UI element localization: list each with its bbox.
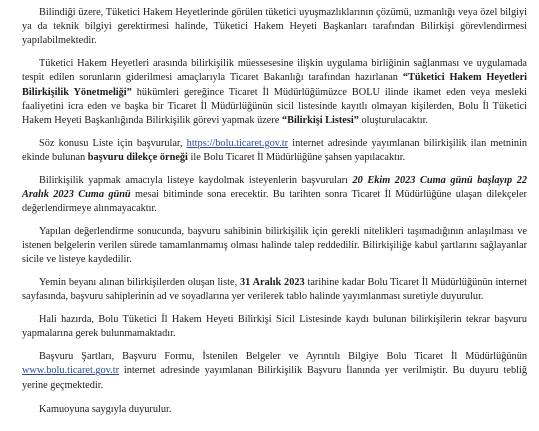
expert-list-title: “Bilirkişi Listesi” [281, 115, 359, 127]
paragraph-regulation [22, 57, 527, 128]
text-segment: Söz konusu Liste için başvurular, [39, 137, 187, 149]
text-segment: internet adresinde yayımlanan Bilirkişilik Başvuru İlanında yer verilmiştir. Bu duyuru tebliğ yerine geçmektedir. [22, 365, 527, 391]
paragraph-application [22, 137, 527, 165]
text-segment: hükümleri gereğince Ticaret İl Müdürlüğümüzce BOLU ilinde ikamet eden veya mesleki faaliyetini icra eden ve başka bir Ticaret İl Müdürlüğünün sicil listesinde kayıtlı olmayan kişilerden, Bolu İl Tüketici Hakem Heyeti Başkanlığında Bilirkişilik görevi yapmak üzere [22, 86, 527, 127]
text-segment: ile Bolu Ticaret İl Müdürlüğüne şahsen yapılacaktır. [187, 152, 406, 164]
paragraph-existing-registrants: Hali hazırda, Bolu Tüketici İl Hakem Heyeti Bilirkişi Sicil Listesinde kaydı bulunan bilirkişilerin tekrar başvuru yapmalarına gerek bulunmamaktadır. [22, 314, 527, 340]
paragraph-publication [22, 276, 527, 304]
website-link[interactable]: www.bolu.ticaret.gov.tr [22, 365, 120, 377]
text-segment: Yemin beyanı alınan bilirkişilerden oluşan liste, [39, 277, 241, 289]
paragraph-details [22, 350, 527, 393]
announcement-document [22, 6, 527, 426]
closing-line: Kamuoyuna saygıyla duyurulur. [39, 403, 172, 415]
text-segment: mesai bitiminde sona erecektir. Bu tarihten sonra Ticaret İl Müdürlüğüne ulaşan dilekçeler değerlendirmeye alınmayacaktır. [22, 189, 527, 215]
publication-date: 31 Aralık 2023 [240, 277, 305, 289]
petition-sample-label: başvuru dilekçe örneği [87, 152, 188, 164]
text-segment: Bilirkişilik yapmak amacıyla listeye kaydolmak isteyenlerin başvuruları [39, 174, 353, 186]
text-segment: tarihine kadar Bolu Ticaret İl Müdürlüğünün internet sayfasında, başvuru sahiplerinin ad ve soyadlarına yer verilerek tablo halinde yayımlanması suretiyle duyurulur. [22, 277, 527, 303]
website-link[interactable]: https://bolu.ticaret.gov.tr [186, 137, 289, 149]
paragraph-evaluation: Yapılan değerlendirme sonucunda, başvuru sahibinin bilirkişilik için gerekli nitelikleri taşımadığının anlaşılması ve istenen belgelerin verilen sürede tamamlanmamış olması halinde talep reddedilir. Bilirkişiliğe kabul şartlarını sağlayanlar sicile ve listeye kaydedilir. [22, 226, 527, 266]
text-segment: internet adresinde yayımlanan bilirkişilik ilan metninin ekinde bulunan [22, 137, 527, 164]
paragraph-deadline [22, 174, 527, 217]
regulation-title: “Tüketici Hakem Heyetleri Bilirkişilik Yönetmeliği” [22, 72, 528, 98]
text-segment: Tüketici Hakem Heyetleri arasında bilirkişilik müessesesine ilişkin uygulama birliğinin sağlanması ve uygulamada tespit edilen sorunların giderilmesi amaçlarıyla Ticaret Bakanlığı tarafından hazırlanan [22, 58, 527, 84]
text-segment: Başvuru Şartları, Başvuru Formu, İstenilen Belgeler ve Ayrıntılı Bilgiye Bolu Ticaret İl Müdürlüğünün [39, 351, 527, 363]
text-segment: oluşturulacaktır. [358, 115, 429, 127]
paragraph-intro: Bilindiği üzere, Tüketici Hakem Heyetlerinde görülen tüketici uyuşmazlıklarının çözümü, uzmanlığı veya özel bilgiyi ya da teknik bilgiyi gerektirmesi halinde, Tüketici Hakem Heyeti Başkanları tarafından Bilirkişi görevlendirmesi yapılabilmektedir. [22, 7, 527, 47]
application-dates: 20 Ekim 2023 Cuma günü başlayıp 22 Aralık 2023 Cuma günü [22, 174, 527, 201]
